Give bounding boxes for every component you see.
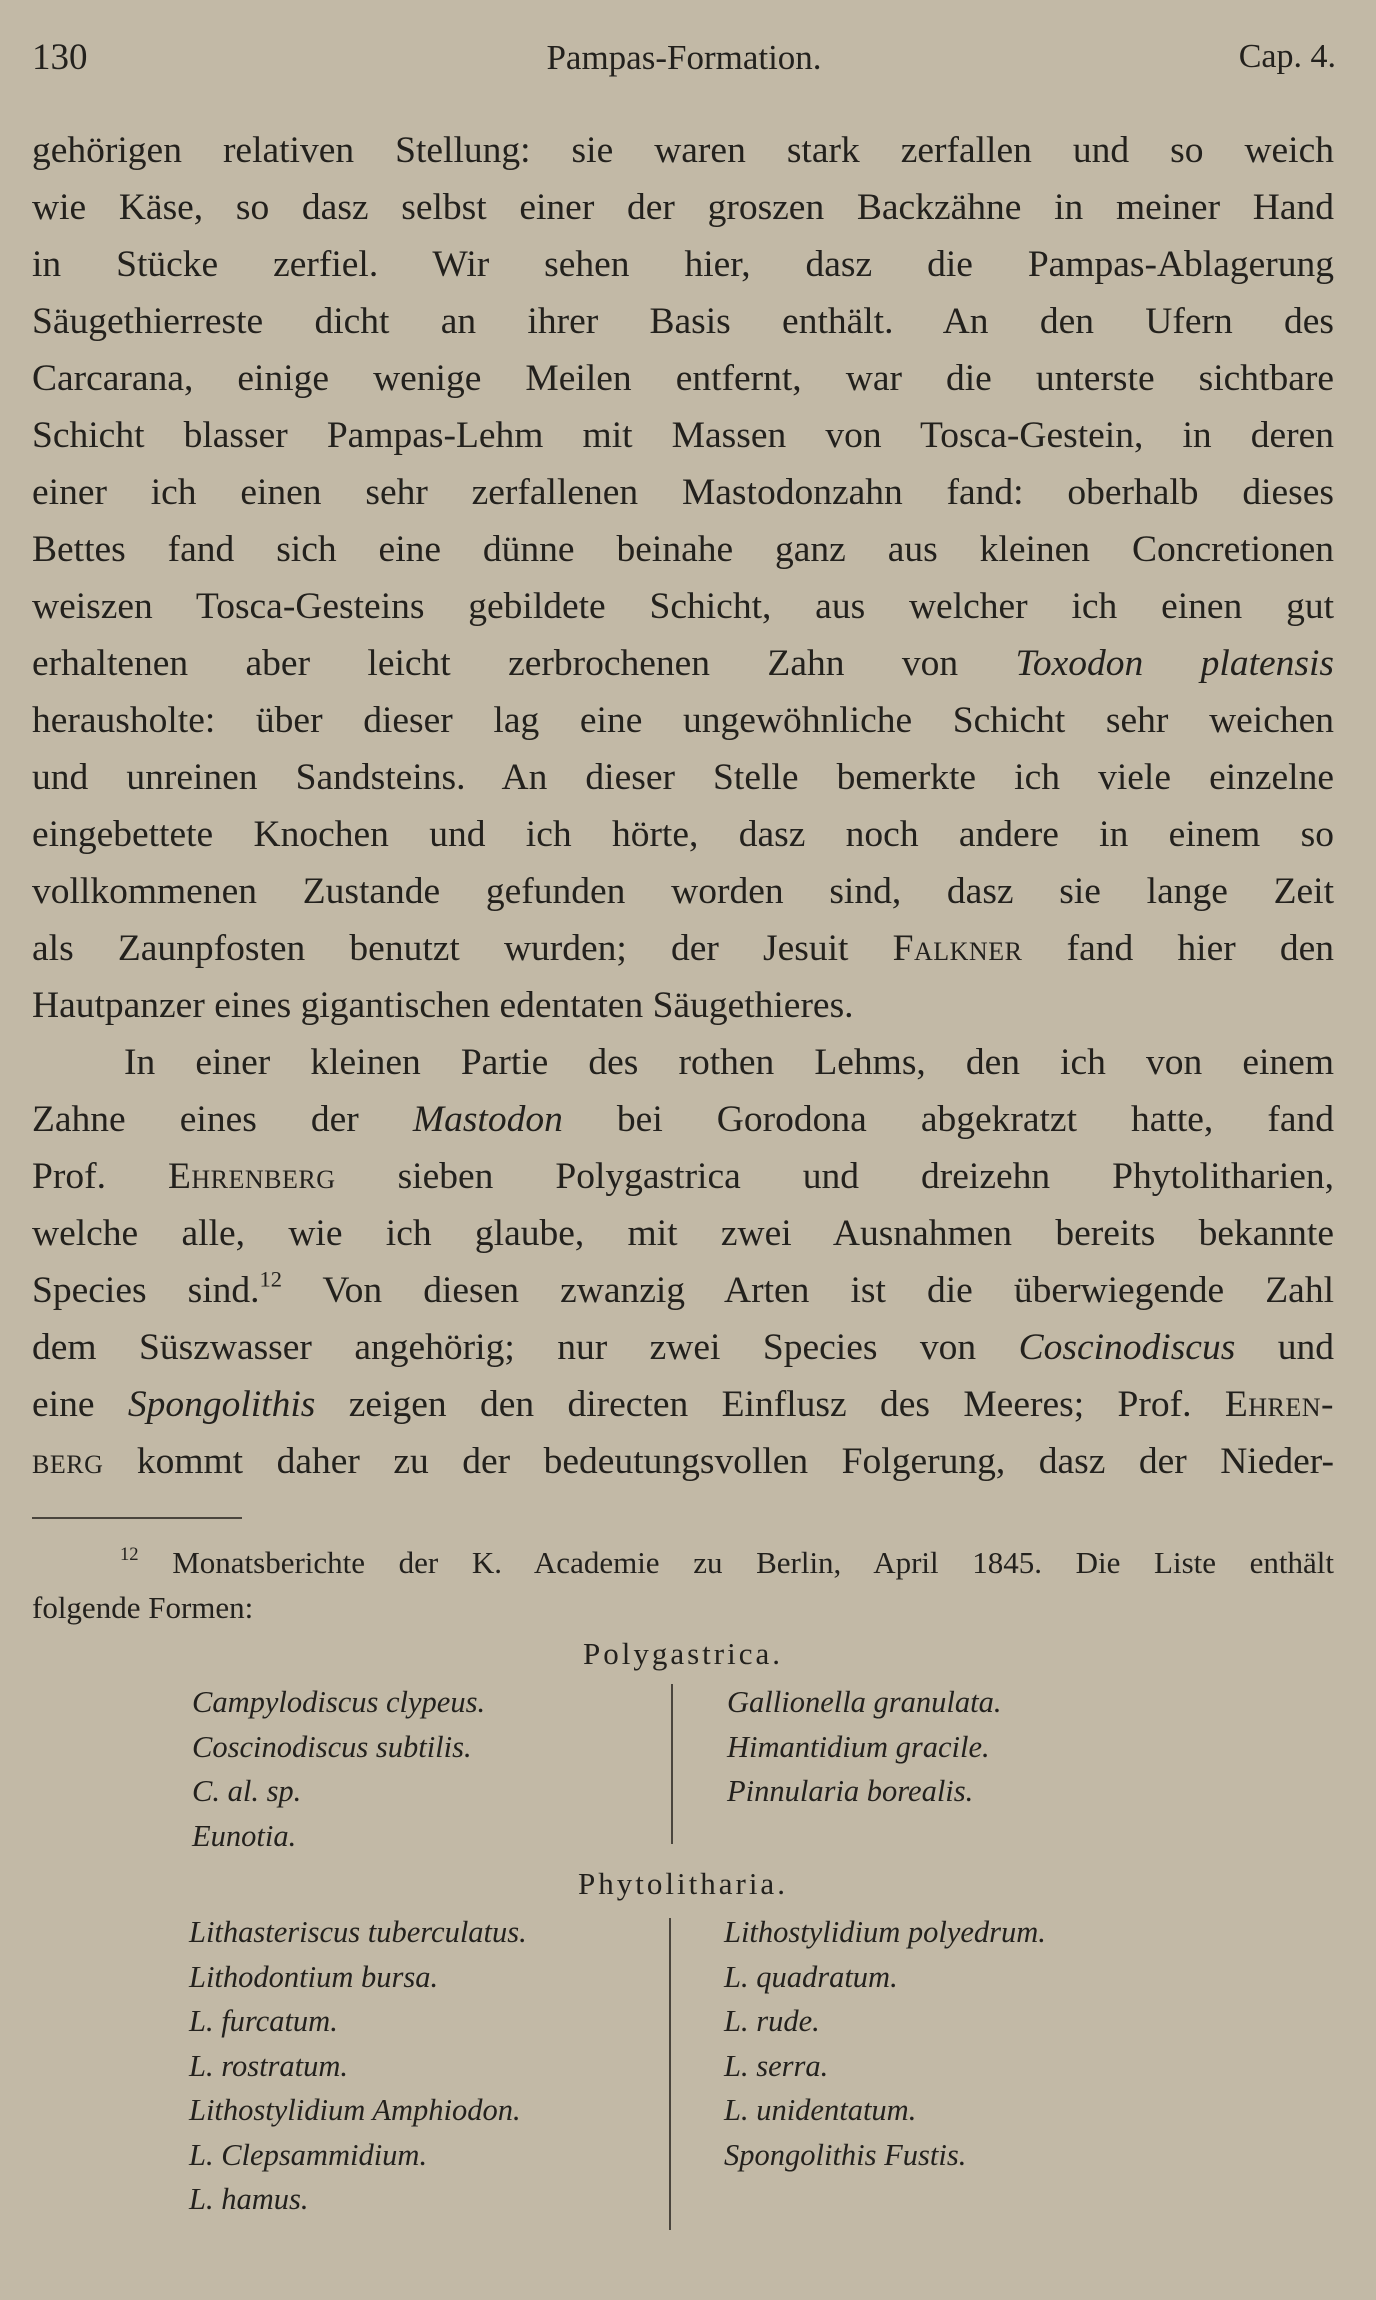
text-line: vollkommenen Zustande gefunden worden sind, dasz sie lange Zeit xyxy=(32,871,1334,912)
text-line: einer ich einen sehr zerfallenen Mastodonzahn fand: oberhalb dieses xyxy=(32,472,1334,513)
text-line xyxy=(32,920,1334,977)
species-name: Lithasteriscus tuberculatus. xyxy=(189,1915,527,1949)
column-divider xyxy=(669,1918,671,2230)
author-name: Falkner xyxy=(892,928,1023,969)
taxon-name: Toxodon platensis xyxy=(1015,643,1334,684)
species-name: C. al. sp. xyxy=(192,1774,302,1808)
text-line: gehörigen relativen Stellung: sie waren stark zerfallen und so weich xyxy=(32,130,1334,171)
text-segment: Species sind. xyxy=(32,1270,260,1311)
text-line: Bettes fand sich eine dünne beinahe ganz aus kleinen Concretionen xyxy=(32,529,1334,570)
taxon-name: Coscinodiscus xyxy=(1018,1327,1236,1368)
text-line xyxy=(32,1148,1334,1205)
polygastrica-left-column xyxy=(192,1680,485,1858)
text-line: wie Käse, so dasz selbst einer der groszen Backzähne in meiner Hand xyxy=(32,187,1334,228)
text-segment: zeigen den directen Einflusz des Meeres; Prof. xyxy=(348,1384,1192,1425)
text-line xyxy=(32,1433,1334,1490)
species-name: Spongolithis Fustis. xyxy=(724,2137,967,2172)
text-line: herausholte: über dieser lag eine ungewöhnliche Schicht sehr weichen xyxy=(32,700,1334,741)
author-name: Ehren- xyxy=(1224,1384,1334,1425)
phytolitharia-left-column xyxy=(189,1910,527,2222)
footnote-line: folgende Formen: xyxy=(32,1590,254,1625)
species-name: L. unidentatum. xyxy=(724,2093,917,2127)
text-line: in Stücke zerfiel. Wir sehen hier, dasz die Pampas-Ablagerung xyxy=(32,244,1334,285)
species-name: Himantidium gracile. xyxy=(727,1729,990,1764)
species-name: Pinnularia borealis. xyxy=(727,1774,974,1808)
species-name: Gallionella granulata. xyxy=(727,1685,1002,1719)
text-line xyxy=(32,1319,1334,1376)
footnote-divider xyxy=(32,1517,242,1519)
text-line: weiszen Tosca-Gesteins gebildete Schicht, aus welcher ich einen gut xyxy=(32,586,1334,627)
text-line xyxy=(32,635,1334,692)
author-name: berg xyxy=(32,1441,104,1482)
text-line: welche alle, wie ich glaube, mit zwei Ausnahmen bereits bekannte xyxy=(32,1213,1334,1254)
text-segment: kommt daher zu der bedeutungsvollen Folgerung, dasz der Nieder- xyxy=(136,1441,1334,1482)
page-number: 130 xyxy=(32,37,88,78)
text-line: Schicht blasser Pampas-Lehm mit Massen von Tosca-Gestein, in deren xyxy=(32,415,1334,456)
species-name: L. furcatum. xyxy=(189,2004,338,2038)
text-segment: eine xyxy=(32,1384,95,1425)
species-name: L. hamus. xyxy=(189,2182,309,2216)
running-header xyxy=(32,36,1336,86)
text-line xyxy=(32,1376,1334,1433)
footnote-line xyxy=(32,1540,1334,1585)
text-segment: Zahne eines der xyxy=(32,1099,359,1140)
taxon-name: Spongolithis xyxy=(127,1384,316,1425)
group-heading-polygastrica: Polygastrica. xyxy=(583,1636,783,1671)
text-segment: bei Gorodona abgekratzt hatte, fand xyxy=(616,1099,1335,1140)
species-name: Eunotia. xyxy=(192,1818,297,1853)
phytolitharia-right-column xyxy=(724,1910,1046,2177)
text-segment: als Zaunpfosten benutzt wurden; der Jesuit xyxy=(32,928,849,969)
text-segment: fand hier den xyxy=(1066,928,1335,969)
footnote xyxy=(32,1540,1334,2216)
text-line: und unreinen Sandsteins. An dieser Stelle bemerkte ich viele einzelne xyxy=(32,757,1334,798)
text-line: Carcarana, einige wenige Meilen entfernt, war die unterste sichtbare xyxy=(32,358,1334,399)
species-name: L. quadratum. xyxy=(724,1959,898,1994)
text-line: eingebettete Knochen und ich hörte, dasz noch andere in einem so xyxy=(32,814,1334,855)
species-name: L. rostratum. xyxy=(189,2048,349,2083)
text-line: Säugethierreste dicht an ihrer Basis enthält. An den Ufern des xyxy=(32,301,1334,342)
group-heading-phytolitharia: Phytolitharia. xyxy=(578,1866,788,1901)
species-name: Campylodiscus clypeus. xyxy=(192,1685,486,1719)
text-segment: und xyxy=(1277,1327,1335,1368)
text-segment: erhaltenen aber leicht zerbrochenen Zahn von xyxy=(32,643,959,684)
text-line: In einer kleinen Partie des rothen Lehms, den ich von einem xyxy=(124,1042,1334,1083)
text-segment: dem Süszwasser angehörig; nur zwei Species von xyxy=(32,1327,977,1368)
text-segment: Von diesen zwanzig Arten ist die überwiegende Zahl xyxy=(322,1270,1334,1311)
species-name: L. rude. xyxy=(724,2004,820,2038)
text-segment: sieben Polygastrica und dreizehn Phytolitharien, xyxy=(397,1156,1335,1197)
column-divider xyxy=(671,1684,673,1844)
footnote-text: Monatsberichte der K. Academie zu Berlin, April 1845. Die Liste enthält xyxy=(172,1545,1334,1580)
main-text xyxy=(32,122,1334,1490)
taxon-name: Mastodon xyxy=(412,1099,563,1140)
species-name: Coscinodiscus subtilis. xyxy=(192,1729,472,1764)
polygastrica-right-column xyxy=(727,1680,1002,1814)
text-line: Hautpanzer eines gigantischen edentaten Säugethieres. xyxy=(32,985,854,1026)
text-line xyxy=(32,1091,1334,1148)
running-title: Pampas-Formation. xyxy=(546,38,822,77)
species-name: Lithostylidium polyedrum. xyxy=(724,1915,1046,1949)
footnote-number: 12 xyxy=(120,1543,139,1565)
species-name: Lithostylidium Amphiodon. xyxy=(189,2093,521,2127)
species-name: L. Clepsammidium. xyxy=(189,2137,428,2172)
species-name: L. serra. xyxy=(724,2048,829,2083)
text-segment: Prof. xyxy=(32,1156,106,1197)
footnote-ref[interactable]: 12 xyxy=(259,1266,283,1292)
species-name: Lithodontium bursa. xyxy=(189,1959,439,1994)
chapter-label: Cap. 4. xyxy=(1238,38,1336,75)
text-line xyxy=(32,1262,1334,1319)
author-name: Ehrenberg xyxy=(168,1156,336,1197)
